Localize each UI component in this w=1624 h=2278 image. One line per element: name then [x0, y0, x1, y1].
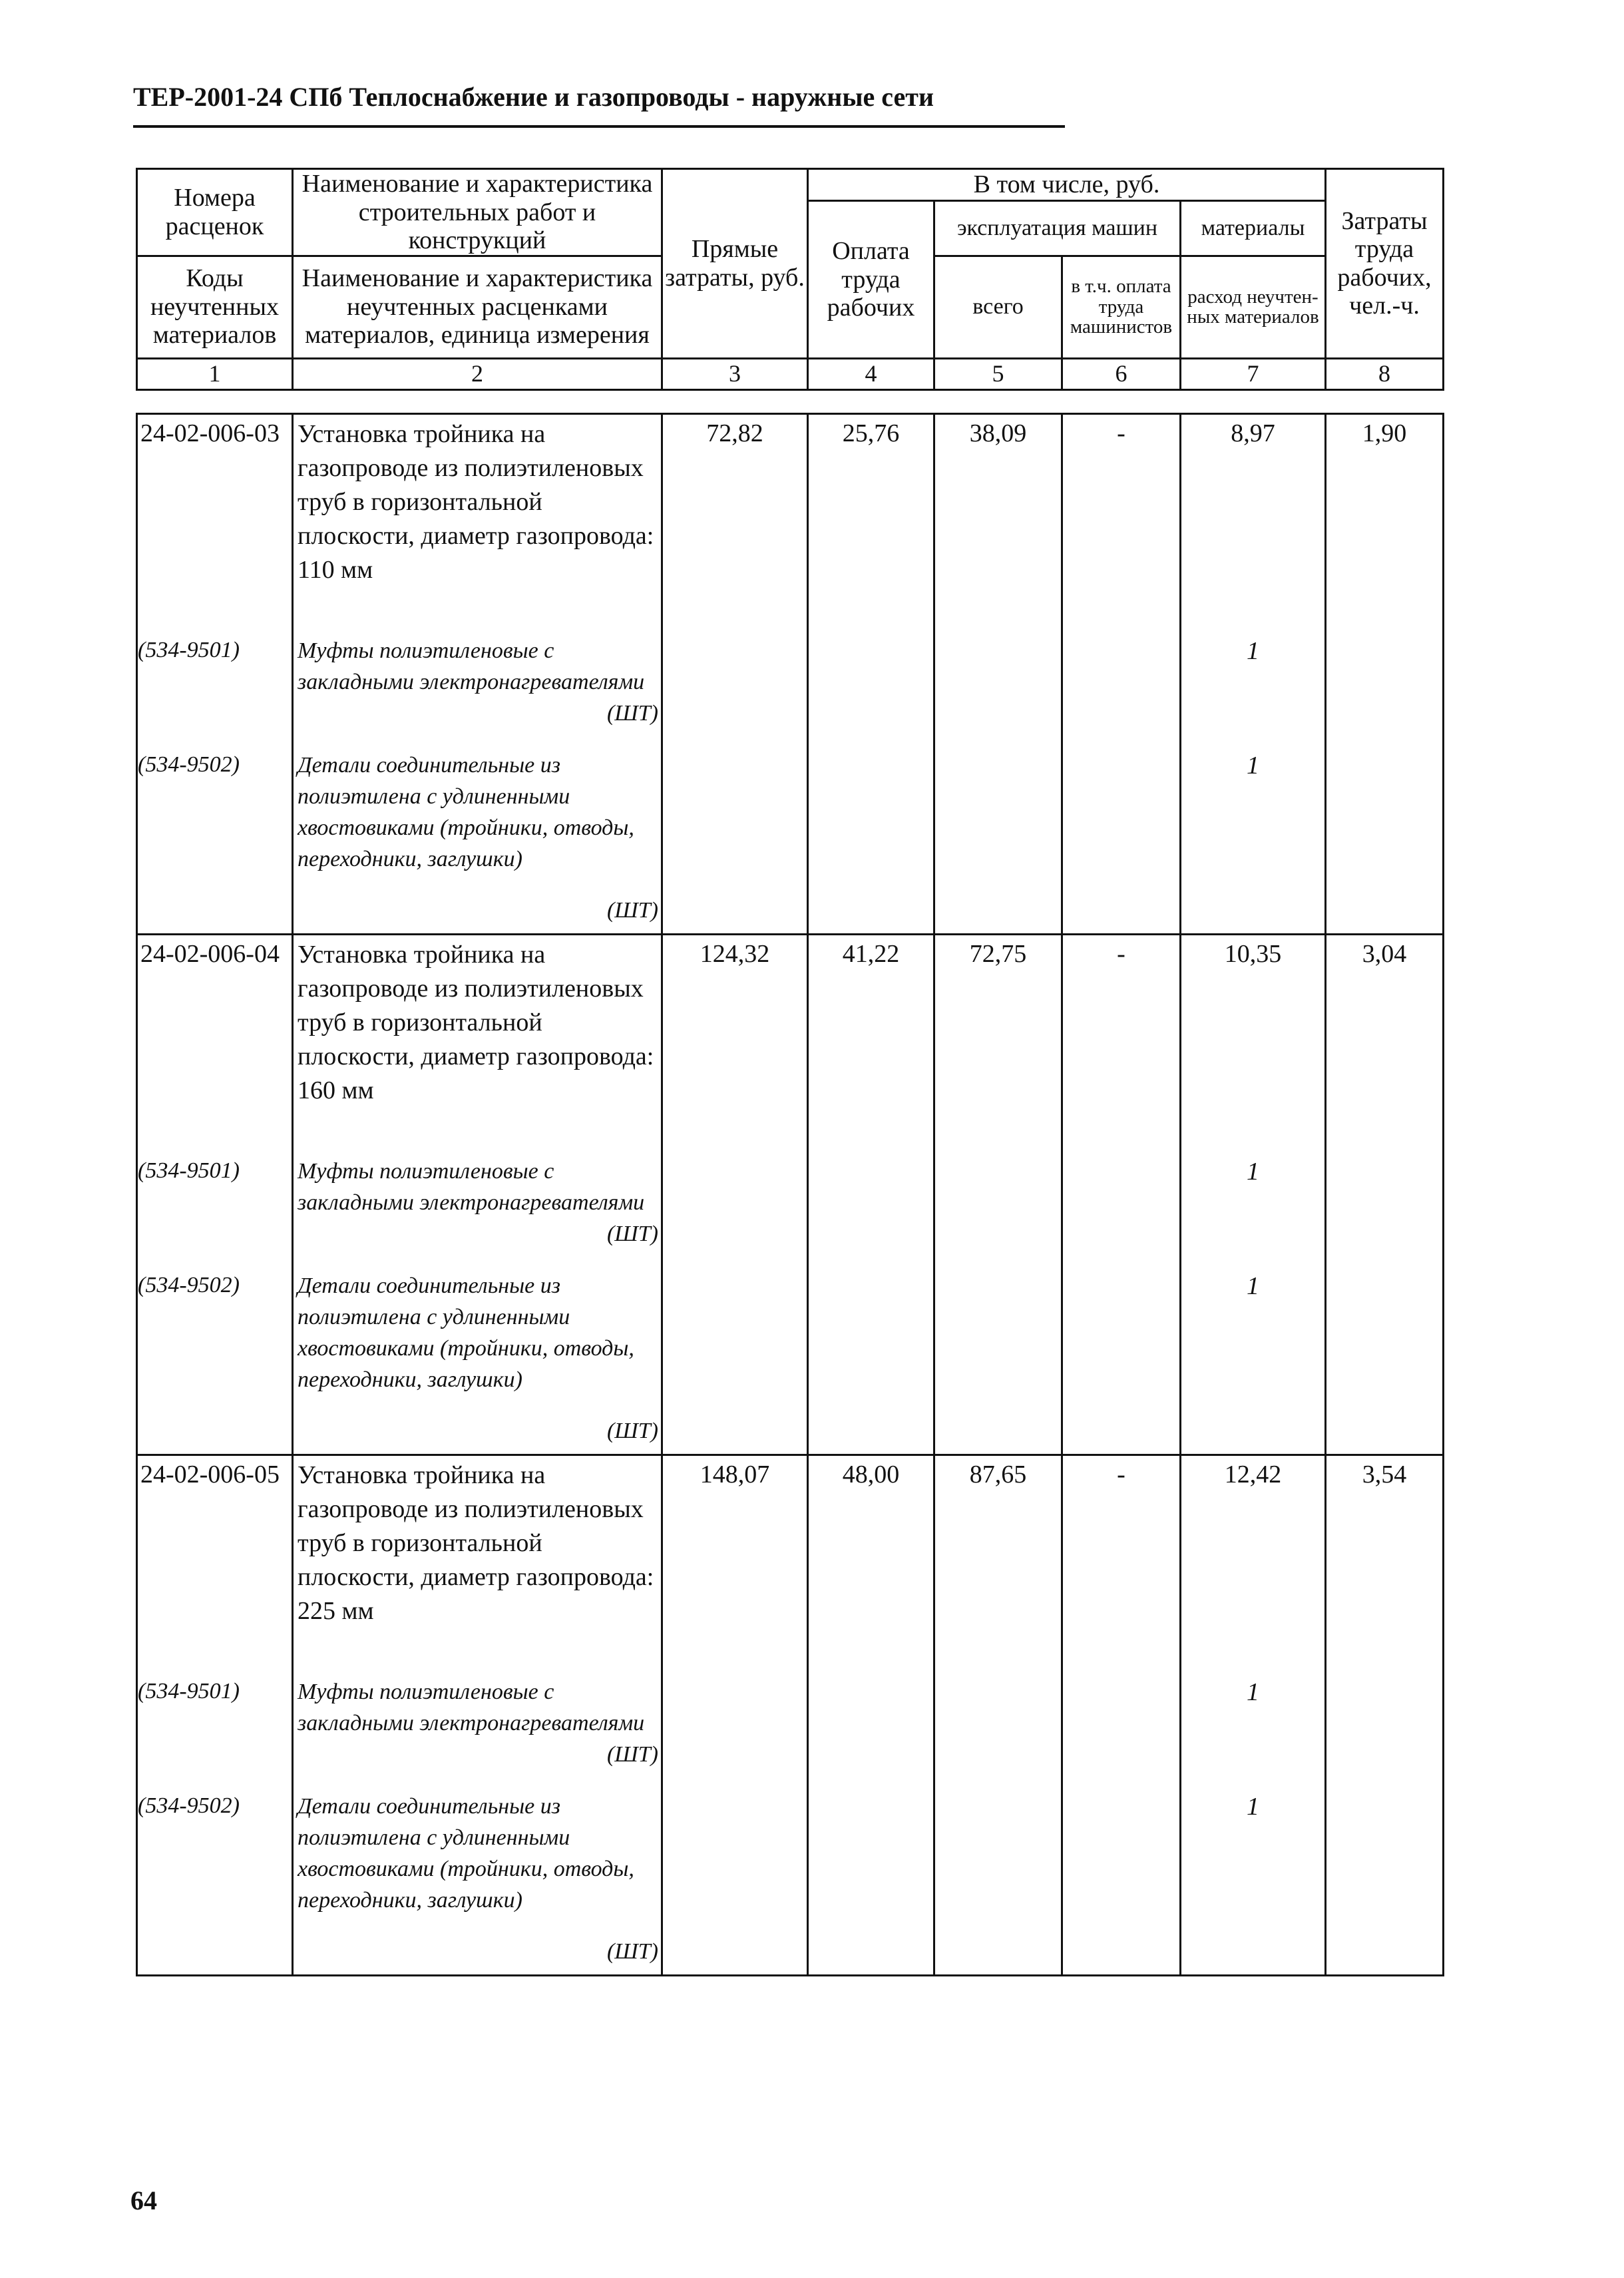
material-code: (534-9502) [137, 747, 293, 935]
direct-costs: 72,82 [662, 414, 808, 619]
header-machines: эксплуатация машин [934, 201, 1181, 256]
column-number: 6 [1062, 358, 1181, 389]
materials-cost: 12,42 [1181, 1455, 1326, 1660]
material-row [137, 619, 1444, 747]
column-numbers-row [137, 358, 1444, 389]
material-unit: (ШТ) [606, 897, 658, 923]
labor-hours: 3,04 [1326, 935, 1444, 1140]
header-operator-pay: в т.ч. оплата труда машинистов [1062, 256, 1181, 358]
material-code: (534-9502) [137, 1788, 293, 1976]
column-number: 3 [662, 358, 808, 389]
work-name: Установка тройника на газопроводе из полиэтиленовых труб в горизонтальной плоскости, диаметр газопровода: 110 мм [293, 414, 662, 619]
header-rule [133, 125, 1065, 128]
material-name-text: Муфты полиэтиленовые с закладными электронагревателями [298, 638, 645, 694]
material-row [137, 1267, 1444, 1455]
material-unit: (ШТ) [606, 1221, 658, 1246]
column-number: 1 [137, 358, 293, 389]
column-number: 4 [808, 358, 934, 389]
labor-pay: 25,76 [808, 414, 934, 619]
material-quantity: 1 [1181, 1788, 1326, 1976]
work-name: Установка тройника на газопроводе из полиэтиленовых труб в горизонтальной плоскости, диаметр газопровода: 225 мм [293, 1455, 662, 1660]
machines-total: 38,09 [934, 414, 1062, 619]
material-quantity: 1 [1181, 1267, 1326, 1455]
column-number: 5 [934, 358, 1062, 389]
header-material-usage: расход неучтен-ных материалов [1181, 256, 1326, 358]
table-row [137, 935, 1444, 1140]
direct-costs: 148,07 [662, 1455, 808, 1660]
work-name: Установка тройника на газопроводе из полиэтиленовых труб в горизонтальной плоскости, диаметр газопровода: 160 мм [293, 935, 662, 1140]
labor-hours: 3,54 [1326, 1455, 1444, 1660]
material-row [137, 1788, 1444, 1976]
machines-total: 72,75 [934, 935, 1062, 1140]
material-name [293, 619, 662, 747]
material-name-text: Детали соединительные из полиэтилена с удлиненными хвостовиками (тройники, отводы, переходники, заглушки) [298, 1793, 634, 1913]
operator-pay: - [1062, 935, 1181, 1140]
page-number: 64 [130, 2185, 157, 2215]
material-name [293, 1660, 662, 1788]
header-direct-costs: Прямые затраты, руб. [662, 169, 808, 359]
material-quantity: 1 [1181, 1140, 1326, 1267]
labor-pay: 41,22 [808, 935, 934, 1140]
header-material-codes: Коды неучтенных материалов [137, 256, 293, 358]
material-quantity: 1 [1181, 619, 1326, 747]
material-name-text: Детали соединительные из полиэтилена с удлиненными хвостовиками (тройники, отводы, переходники, заглушки) [298, 752, 634, 871]
rate-code: 24-02-006-03 [137, 414, 293, 619]
material-unit: (ШТ) [606, 1418, 658, 1443]
materials-cost: 8,97 [1181, 414, 1326, 619]
material-row [137, 1660, 1444, 1788]
material-name-text: Муфты полиэтиленовые с закладными электронагревателями [298, 1679, 645, 1735]
material-quantity: 1 [1181, 1660, 1326, 1788]
material-unit: (ШТ) [606, 1741, 658, 1767]
material-row [137, 1140, 1444, 1267]
operator-pay: - [1062, 414, 1181, 619]
material-code: (534-9501) [137, 1660, 293, 1788]
header-work-name: Наименование и характеристика строительных работ и конструкций [293, 169, 662, 256]
header-labor-pay: Оплата труда рабочих [808, 201, 934, 359]
column-number: 7 [1181, 358, 1326, 389]
table-header [136, 168, 1444, 391]
operator-pay: - [1062, 1455, 1181, 1660]
material-unit: (ШТ) [606, 700, 658, 726]
rate-code: 24-02-006-05 [137, 1455, 293, 1660]
column-number: 2 [293, 358, 662, 389]
header-material-names: Наименование и характеристика неучтенных расценками материалов, единица измерения [293, 256, 662, 358]
column-number: 8 [1326, 358, 1444, 389]
material-unit: (ШТ) [606, 1938, 658, 1964]
labor-pay: 48,00 [808, 1455, 934, 1660]
table-row [137, 414, 1444, 619]
material-name-text: Муфты полиэтиленовые с закладными электронагревателями [298, 1158, 645, 1215]
material-name [293, 1788, 662, 1976]
material-code: (534-9502) [137, 1267, 293, 1455]
materials-cost: 10,35 [1181, 935, 1326, 1140]
material-name [293, 747, 662, 935]
header-including: В том числе, руб. [808, 169, 1326, 201]
direct-costs: 124,32 [662, 935, 808, 1140]
material-name [293, 1267, 662, 1455]
table-row [137, 1455, 1444, 1660]
header-labor-hours: Затраты труда рабочих, чел.-ч. [1326, 169, 1444, 359]
rate-code: 24-02-006-04 [137, 935, 293, 1140]
material-quantity: 1 [1181, 747, 1326, 935]
header-rate-numbers: Номера расценок [137, 169, 293, 256]
material-code: (534-9501) [137, 619, 293, 747]
material-code: (534-9501) [137, 1140, 293, 1267]
material-name-text: Детали соединительные из полиэтилена с удлиненными хвостовиками (тройники, отводы, переходники, заглушки) [298, 1273, 634, 1392]
machines-total: 87,65 [934, 1455, 1062, 1660]
labor-hours: 1,90 [1326, 414, 1444, 619]
header-materials: материалы [1181, 201, 1326, 256]
material-row [137, 747, 1444, 935]
header-machines-total: всего [934, 256, 1062, 358]
material-name [293, 1140, 662, 1267]
running-header: ТЕР-2001-24 СПб Теплоснабжение и газопроводы - наружные сети [133, 82, 934, 112]
rates-table [136, 413, 1444, 1976]
